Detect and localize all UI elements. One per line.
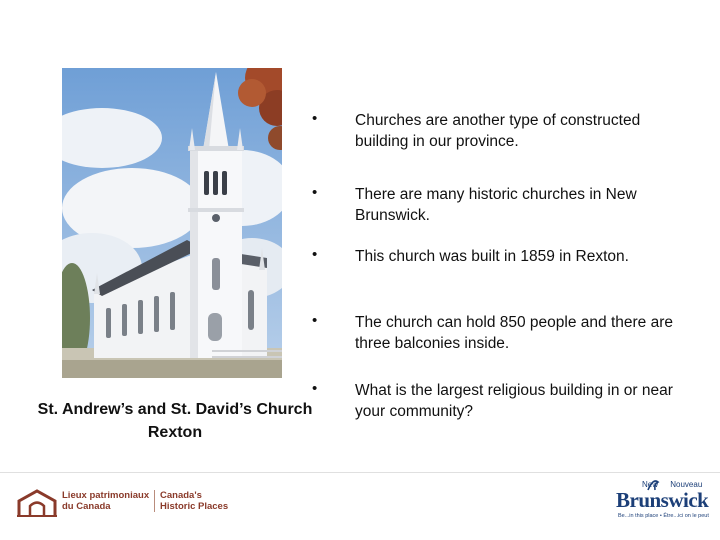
bullet-item: There are many historic churches in New Brunswick.	[355, 186, 637, 224]
church-photo	[62, 68, 282, 378]
nb-new-label: New	[642, 480, 659, 489]
bullet-item: This church was built in 1859 in Rexton.	[355, 248, 629, 265]
nb-brunswick-label: Brunswick	[616, 488, 709, 512]
parks-label-english	[160, 490, 228, 512]
bullet-marker: •	[312, 312, 318, 329]
bullet-item: The church can hold 850 people and there are three balconies inside.	[355, 314, 673, 352]
caption-line-1: St. Andrew’s and St. David’s Church	[37, 401, 313, 418]
parks-label-french-line-1: Lieux patrimoniaux	[62, 490, 150, 501]
parks-logo-divider	[154, 490, 155, 512]
photo-caption	[0, 398, 350, 444]
caption-line-2: Rexton	[147, 424, 203, 441]
canadas-historic-places-logo	[8, 486, 248, 522]
nb-tagline: Be...in this place • Être...ici on le peut	[618, 513, 709, 519]
parks-label-english-line-2: Historic Places	[160, 501, 229, 512]
nb-nouveau-label: Nouveau	[670, 480, 703, 489]
parks-label-english-line-1: Canada's	[160, 490, 202, 501]
parks-label-french	[62, 490, 149, 512]
bullet-item: What is the largest religious building in or near your community?	[355, 382, 673, 420]
bullet-item: Churches are another type of constructed building in our province.	[355, 112, 641, 150]
bullet-marker: •	[312, 110, 318, 127]
historic-places-icon	[16, 488, 58, 518]
footer-divider	[0, 472, 720, 473]
new-brunswick-logo	[612, 478, 712, 524]
bullet-marker: •	[312, 184, 318, 201]
parks-label-french-line-2: du Canada	[62, 501, 111, 512]
bullet-marker: •	[312, 380, 318, 397]
bullet-marker: •	[312, 246, 318, 263]
